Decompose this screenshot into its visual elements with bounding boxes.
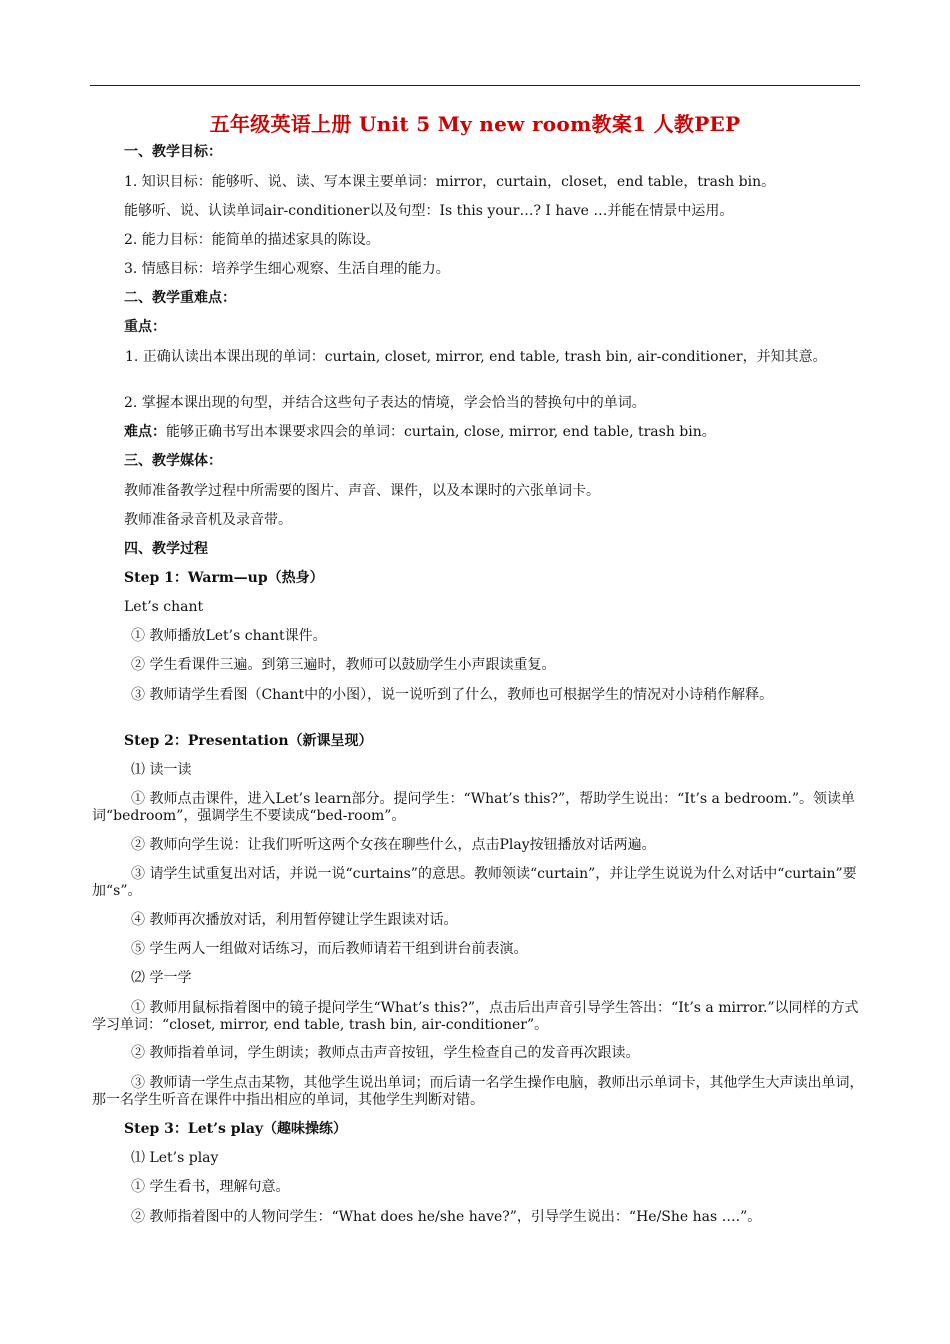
media-line-2: 教师准备录音机及录音带。 [124, 512, 292, 528]
objective-knowledge: 1. 知识目标：能够听、说、读、写本课主要单词：mirror，curtain，closet，end table，trash bin。 [124, 174, 776, 190]
step1-subheading: Let’s chant [124, 599, 204, 615]
step1-item-1: ① 教师播放Let’s chant课件。 [131, 628, 327, 644]
header-rule [90, 85, 860, 86]
step3-heading: Step 3：Let’s play（趣味操练） [124, 1121, 348, 1137]
step1-item-3: ③ 教师请学生看图（Chant中的小图），说一说听到了什么，教师也可根据学生的情况对小诗稍作解释。 [131, 687, 774, 703]
objective-ability: 2. 能力目标：能简单的描述家具的陈设。 [124, 232, 380, 248]
step2-heading: Step 2：Presentation（新课呈现） [124, 733, 373, 749]
document-title: 五年级英语上册 Unit 5 My new room教案1 人教PEP [209, 112, 741, 136]
step3-item-2: ② 教师指着图中的人物问学生：“What does he/she have?”，引导学生说出：“He/She has ….”。 [131, 1209, 762, 1225]
step3-subheading: ⑴ Let’s play [131, 1150, 219, 1166]
step2-learn-item-3: ③ 教师请一学生点击某物，其他学生说出单词；而后请一名学生操作电脑，教师出示单词卡，其他学生大声读出单词，那一名学生听音在课件中指出相应的单词，其他学生判断对错。 [92, 1075, 864, 1108]
step2-learn-item-1: ① 教师用鼠标指着图中的镜子提问学生“What’s this?”，点击后出声音引导学生答出：“It’s a mirror.”以同样的方式学习单词：“closet, mirror, end table, trash bin, air-conditioner”。 [92, 1000, 859, 1033]
key-point-1: 1. 正确认读出本课出现的单词：curtain, closet, mirror, end table, trash bin, air-conditioner，并知其意。 [125, 349, 827, 365]
step1-heading: Step 1：Warm—up（热身） [124, 570, 324, 586]
section-heading-process: 四、教学过程 [124, 541, 208, 557]
media-line-1: 教师准备教学过程中所需要的图片、声音、课件，以及本课时的六张单词卡。 [124, 483, 600, 499]
objective-emotion: 3. 情感目标：培养学生细心观察、生活自理的能力。 [124, 261, 450, 277]
step2-read-item-5: ⑤ 学生两人一组做对话练习，而后教师请若干组到讲台前表演。 [131, 941, 528, 957]
difficult-point-label: 难点： [124, 424, 166, 440]
step2-learn-item-2: ② 教师指着单词，学生朗读；教师点击声音按钮，学生检查自己的发音再次跟读。 [131, 1045, 640, 1061]
step2-read-item-4: ④ 教师再次播放对话，利用暂停键让学生跟读对话。 [131, 912, 458, 928]
objective-knowledge-cont: 能够听、说、认读单词air-conditioner以及句型：Is this your…? I have …并能在情景中运用。 [124, 203, 734, 219]
key-point-2: 2. 掌握本课出现的句型，并结合这些句子表达的情境，学会恰当的替换句中的单词。 [124, 395, 646, 411]
step2-read-item-1: ① 教师点击课件，进入Let’s learn部分。提问学生：“What’s this?”，帮助学生说出：“It’s a bedroom.”。领读单词“bedroom”，强调学生不要读成“bed-room”。 [92, 791, 855, 824]
difficult-point [124, 424, 864, 441]
step3-item-1: ① 学生看书，理解句意。 [131, 1179, 290, 1195]
section-heading-media: 三、教学媒体： [124, 453, 222, 469]
difficult-point-text: 能够正确书写出本课要求四会的单词：curtain, close, mirror, end table, trash bin。 [166, 424, 716, 440]
section-heading-objectives: 一、教学目标： [124, 144, 222, 160]
key-points-label: 重点： [124, 319, 166, 335]
step2-subheading-read: ⑴ 读一读 [131, 762, 192, 778]
step2-read-item-2: ② 教师向学生说：让我们听听这两个女孩在聊些什么，点击Play按钮播放对话两遍。 [131, 837, 656, 853]
step1-item-2: ② 学生看课件三遍。到第三遍时，教师可以鼓励学生小声跟读重复。 [131, 657, 556, 673]
step2-read-item-3: ③ 请学生试重复出对话，并说一说“curtains”的意思。教师领读“curtain”，并让学生说说为什么对话中“curtain”要加“s”。 [92, 866, 857, 899]
section-heading-key-points: 二、教学重难点： [124, 290, 236, 306]
step2-subheading-learn: ⑵ 学一学 [131, 970, 192, 986]
